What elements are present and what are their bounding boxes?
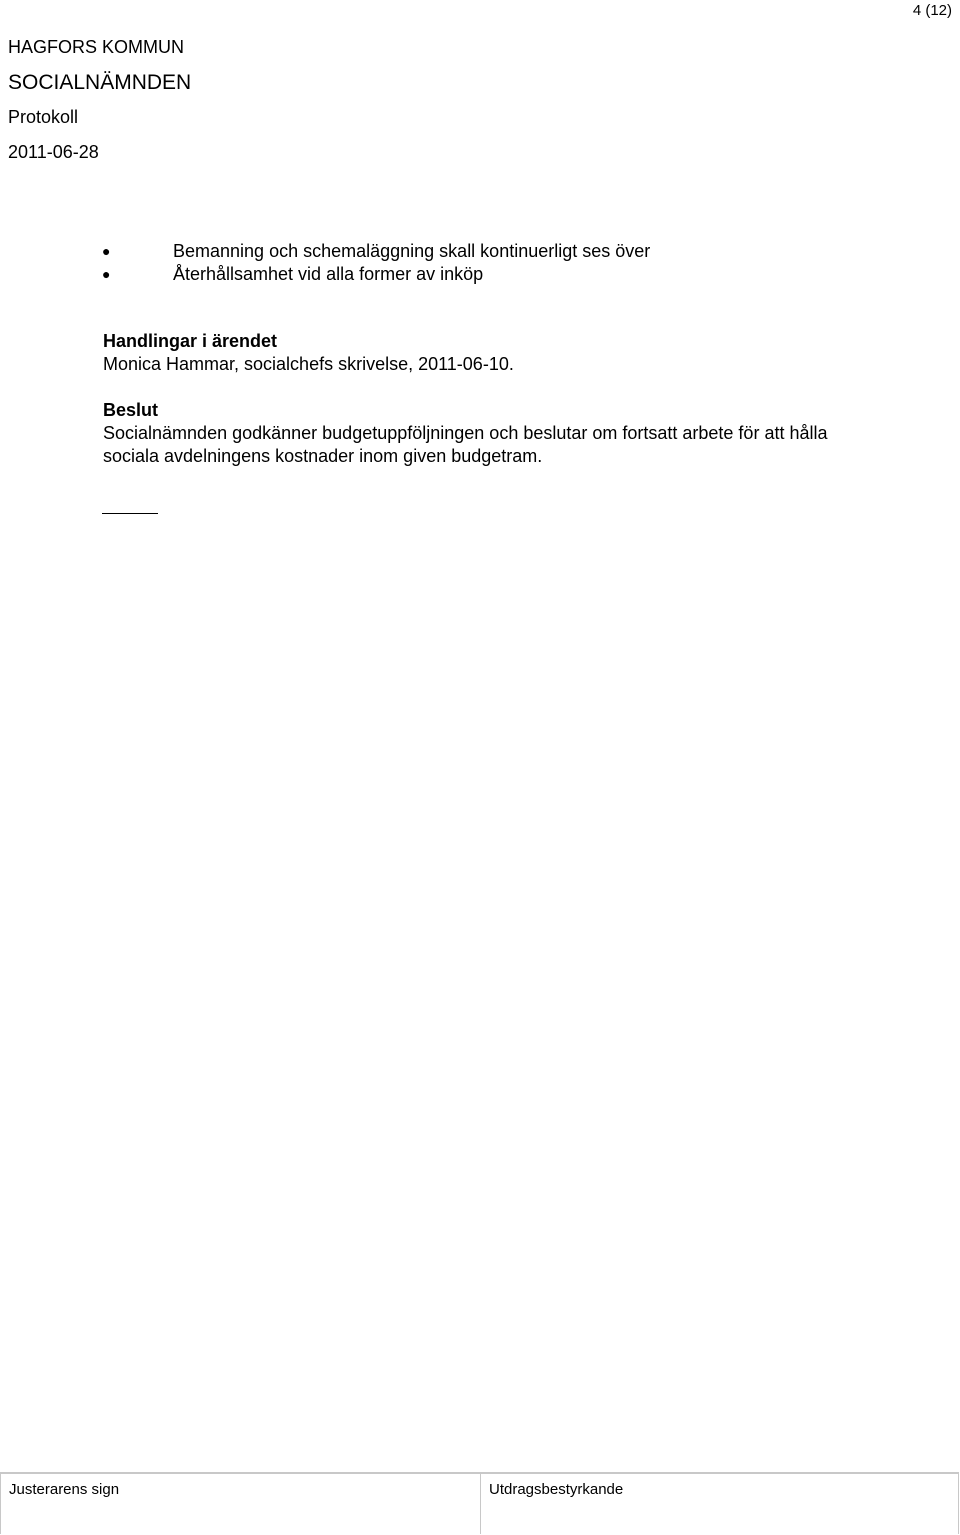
handlingar-text: Monica Hammar, socialchefs skrivelse, 2011-06-10. — [103, 354, 514, 374]
bullet-icon: ● — [102, 243, 111, 259]
utdragsbestyrkande-box — [480, 1474, 959, 1534]
justerare-sign-box — [0, 1474, 480, 1534]
bullet-icon: ● — [102, 266, 111, 282]
beslut-heading: Beslut — [103, 400, 159, 420]
signature-footer — [0, 1472, 959, 1534]
committee-name: SOCIALNÄMNDEN — [8, 71, 192, 94]
beslut-text-line-1: Socialnämnden godkänner budgetuppföljningen och beslutar om fortsatt arbete för att hålla — [103, 423, 828, 443]
handlingar-heading: Handlingar i ärendet — [103, 331, 278, 351]
bullet-text: Återhållsamhet vid alla former av inköp — [173, 264, 484, 284]
justerare-sign-label: Justerarens sign — [9, 1481, 120, 1498]
document-header — [8, 30, 191, 170]
document-date: 2011-06-28 — [8, 142, 99, 162]
organization-name: HAGFORS KOMMUN — [8, 37, 185, 57]
bullet-list — [100, 240, 650, 286]
page-number: 4 (12) — [912, 2, 952, 19]
section-end-rule — [102, 513, 158, 514]
document-type: Protokoll — [8, 107, 79, 127]
bullet-text: Bemanning och schemaläggning skall kontinuerligt ses över — [173, 241, 651, 261]
handlingar-section — [103, 330, 514, 376]
beslut-text-line-2: sociala avdelningens kostnader inom given budgetram. — [103, 446, 543, 466]
list-item — [100, 263, 650, 286]
list-item — [100, 240, 650, 263]
beslut-section — [103, 399, 827, 468]
utdragsbestyrkande-label: Utdragsbestyrkande — [489, 1481, 624, 1498]
